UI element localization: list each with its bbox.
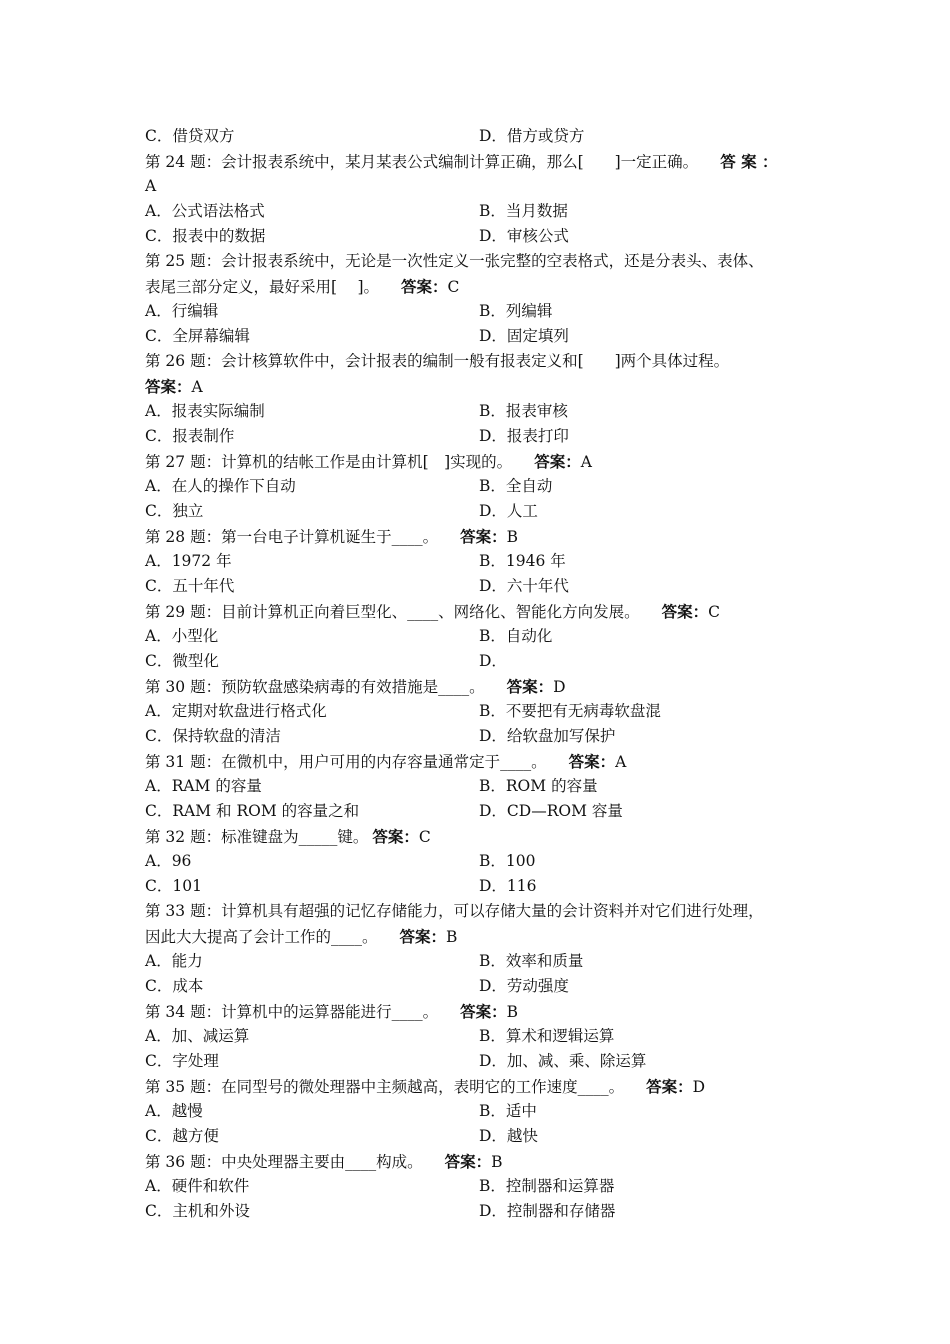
option-right: D．加、减、乘、除运算 xyxy=(479,1052,647,1070)
option-left: C．字处理 xyxy=(145,1052,219,1070)
question-line xyxy=(145,749,805,774)
question-line xyxy=(145,824,805,849)
question-text: 因此大大提高了会计工作的____。 xyxy=(145,928,378,946)
answer-label: 答案： xyxy=(460,1002,507,1021)
option-row xyxy=(145,324,805,349)
question-text: 第 36 题：中央处理器主要由____构成。 xyxy=(145,1153,423,1171)
question-text: 第 33 题：计算机具有超强的记忆存储能力，可以存储大量的会计资料并对它们进行处理， xyxy=(145,902,764,920)
answer-value: B xyxy=(446,928,458,946)
option-right: D．人工 xyxy=(479,502,538,520)
answer-value: C xyxy=(447,278,460,296)
question-text: 第 29 题：目前计算机正向着巨型化、____、网络化、智能化方向发展。 xyxy=(145,603,640,621)
answer-label: 答案： xyxy=(661,602,709,621)
option-right: D．劳动强度 xyxy=(479,977,569,995)
question-text: 第 26 题：会计核算软件中，会计报表的编制一般有报表定义和[ ]两个具体过程。 xyxy=(145,352,730,370)
answer-label: 答案： xyxy=(372,827,419,846)
option-left: A．加、减运算 xyxy=(145,1027,250,1045)
option-row xyxy=(145,774,805,799)
question-line xyxy=(145,1074,805,1099)
answer-value: C xyxy=(708,603,720,621)
option-right: B．自动化 xyxy=(479,627,553,645)
option-left: C．借贷双方 xyxy=(145,127,235,145)
answer-label: 答案： xyxy=(646,1077,693,1096)
question-text: 第 32 题：标准键盘为_____键。 xyxy=(145,828,369,846)
option-row xyxy=(145,1099,805,1124)
option-left: C．保持软盘的清洁 xyxy=(145,727,281,745)
question-text: 第 25 题：会计报表系统中，无论是一次性定义一张完整的空表格式，还是分表头、表体、 xyxy=(145,252,764,270)
answer-label: 答案： xyxy=(444,1152,492,1171)
option-row xyxy=(145,699,805,724)
question-line xyxy=(145,1149,805,1174)
option-row xyxy=(145,224,805,249)
question-line xyxy=(145,599,805,624)
question-line xyxy=(145,449,805,474)
option-left: C．五十年代 xyxy=(145,577,235,595)
option-right: B．1946 年 xyxy=(479,552,566,570)
question-line xyxy=(145,374,805,399)
option-row xyxy=(145,1199,805,1224)
option-right: D．给软盘加写保护 xyxy=(479,727,616,745)
answer-label: 答案： xyxy=(506,677,554,696)
option-right: B．列编辑 xyxy=(479,302,553,320)
option-right: B．当月数据 xyxy=(479,202,568,220)
option-right: B．ROM 的容量 xyxy=(479,777,598,795)
option-right: D．借方或贷方 xyxy=(479,127,585,145)
option-left: A．公式语法格式 xyxy=(145,202,265,220)
option-left: C．微型化 xyxy=(145,652,219,670)
option-row xyxy=(145,724,805,749)
option-right: D．越快 xyxy=(479,1127,538,1145)
option-left: C．越方便 xyxy=(145,1127,219,1145)
option-left: A．越慢 xyxy=(145,1102,203,1120)
option-left: A．1972 年 xyxy=(145,552,232,570)
question-text: A xyxy=(145,177,157,195)
option-left: C．成本 xyxy=(145,977,204,995)
question-list xyxy=(145,124,805,1224)
option-row xyxy=(145,299,805,324)
option-left: C．报表制作 xyxy=(145,427,235,445)
question-line xyxy=(145,149,805,174)
option-row xyxy=(145,124,805,149)
option-right: D．控制器和存储器 xyxy=(479,1202,616,1220)
option-left: A．96 xyxy=(145,852,192,870)
option-row xyxy=(145,874,805,899)
answer-value: D xyxy=(553,678,566,696)
option-row xyxy=(145,549,805,574)
option-row xyxy=(145,474,805,499)
option-right: D． xyxy=(479,652,507,670)
answer-label: 答案： xyxy=(568,752,616,771)
answer-label: 答 案 ： xyxy=(720,152,778,171)
option-right: D．六十年代 xyxy=(479,577,569,595)
option-row xyxy=(145,574,805,599)
option-left: A．报表实际编制 xyxy=(145,402,265,420)
question-text: 第 27 题：计算机的结帐工作是由计算机[ ]实现的。 xyxy=(145,453,513,471)
option-left: A．RAM 的容量 xyxy=(145,777,262,795)
option-right: B．不要把有无病毒软盘混 xyxy=(479,702,661,720)
option-row xyxy=(145,199,805,224)
option-row xyxy=(145,499,805,524)
answer-value: B xyxy=(491,1153,503,1171)
option-left: A．行编辑 xyxy=(145,302,219,320)
option-right: D．116 xyxy=(479,877,537,895)
question-line xyxy=(145,924,805,949)
question-text: 表尾三部分定义，最好采用[ ]。 xyxy=(145,278,380,296)
answer-value: B xyxy=(506,1003,518,1021)
option-right: B．控制器和运算器 xyxy=(479,1177,615,1195)
option-row xyxy=(145,949,805,974)
option-left: A．小型化 xyxy=(145,627,219,645)
answer-label: 答案： xyxy=(460,527,507,546)
option-left: C．全屏幕编辑 xyxy=(145,327,250,345)
option-right: B．适中 xyxy=(479,1102,537,1120)
option-left: A．定期对软盘进行格式化 xyxy=(145,702,327,720)
option-left: A．硬件和软件 xyxy=(145,1177,250,1195)
question-text: 第 30 题：预防软盘感染病毒的有效措施是____。 xyxy=(145,678,485,696)
option-left: A．在人的操作下自动 xyxy=(145,477,296,495)
option-left: C．主机和外设 xyxy=(145,1202,250,1220)
option-row xyxy=(145,849,805,874)
option-right: D．固定填列 xyxy=(479,327,569,345)
question-text: 第 31 题：在微机中，用户可用的内存容量通常定于____。 xyxy=(145,753,547,771)
answer-label: 答案： xyxy=(534,452,581,471)
option-right: D．审核公式 xyxy=(479,227,569,245)
option-right: B．报表审核 xyxy=(479,402,568,420)
option-row xyxy=(145,799,805,824)
question-text: 第 34 题：计算机中的运算器能进行____。 xyxy=(145,1003,439,1021)
option-row xyxy=(145,1049,805,1074)
option-left: C．101 xyxy=(145,877,202,895)
question-line xyxy=(145,524,805,549)
question-line xyxy=(145,274,805,299)
question-line xyxy=(145,999,805,1024)
answer-value: A xyxy=(580,453,592,471)
option-row xyxy=(145,624,805,649)
option-left: C．报表中的数据 xyxy=(145,227,266,245)
option-left: A．能力 xyxy=(145,952,203,970)
option-right: B．100 xyxy=(479,852,536,870)
option-right: D．报表打印 xyxy=(479,427,569,445)
option-right: B．效率和质量 xyxy=(479,952,584,970)
option-row xyxy=(145,649,805,674)
answer-label: 答案： xyxy=(399,927,447,946)
answer-label: 答案： xyxy=(145,377,192,396)
option-left: C．RAM 和 ROM 的容量之和 xyxy=(145,802,360,820)
question-line xyxy=(145,674,805,699)
answer-value: C xyxy=(418,828,431,846)
option-row xyxy=(145,1024,805,1049)
option-right: B．全自动 xyxy=(479,477,553,495)
option-row xyxy=(145,399,805,424)
option-right: D．CD—ROM 容量 xyxy=(479,802,623,820)
answer-value: B xyxy=(506,528,518,546)
question-text: 第 35 题：在同型号的微处理器中主频越高，表明它的工作速度____。 xyxy=(145,1078,625,1096)
answer-label: 答案： xyxy=(401,277,448,296)
option-right: B．算术和逻辑运算 xyxy=(479,1027,615,1045)
question-text: 第 28 题：第一台电子计算机诞生于____。 xyxy=(145,528,439,546)
option-row xyxy=(145,974,805,999)
option-row xyxy=(145,424,805,449)
answer-value: A xyxy=(191,378,203,396)
option-left: C．独立 xyxy=(145,502,204,520)
question-text: 第 24 题：会计报表系统中，某月某表公式编制计算正确，那么[ ]一定正确。 xyxy=(145,153,699,171)
option-row xyxy=(145,1124,805,1149)
answer-value: A xyxy=(615,753,627,771)
answer-value: D xyxy=(692,1078,706,1096)
option-row xyxy=(145,1174,805,1199)
